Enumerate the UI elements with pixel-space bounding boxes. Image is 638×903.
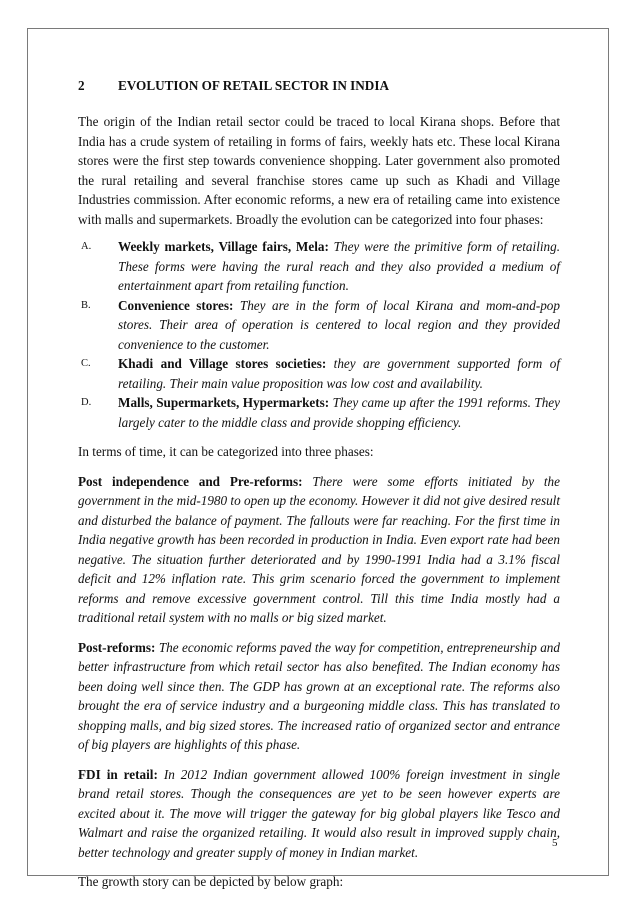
- phase-description: They came up after the 1991 reforms. They largely cater to the middle class and provide shopping efficiency.: [118, 395, 561, 430]
- time-intro-paragraph: In terms of time, it can be categorized into three phases:: [78, 444, 374, 459]
- section-heading: [78, 78, 560, 94]
- list-marker: D.: [81, 397, 92, 408]
- post-reforms-paragraph: [78, 638, 560, 755]
- paragraph-lead: Post independence and Pre-reforms:: [78, 473, 303, 489]
- list-item: [78, 296, 560, 355]
- list-item: [78, 237, 560, 296]
- evolution-phase-list: [78, 237, 560, 432]
- paragraph-text: There were some efforts initiated by the government in the mid-1980 to open up the economy. However it did not give desired result and disturbed the balance of payment. The fallouts were far reaching. For the first time in India negative growth has been recorded in production in India. Even export rate had been negative. The situation further deteriorated and by 1990-1991 India had a 3.1% fiscal deficit and 12% inflation rate. This grim scenario forced the government to implement reforms and remove excessive government control. Till this time India mostly had a traditional retail system with no malls or big sized market.: [78, 473, 560, 625]
- paragraph-text: The economic reforms paved the way for competition, entrepreneurship and better infrastructure from which retail sector has also benefited. The Indian economy has been doing well since then. The GDP has grown at an exceptional rate. The reforms also brought the era of service industry and a burgeoning middle class. This has translated to shopping malls, and big sized stores. The increased ratio of organized sector and entrance of big players are highlights of this phase.: [78, 639, 560, 752]
- phase-title: Khadi and Village stores societies:: [118, 356, 327, 371]
- section-number: 2: [78, 78, 85, 93]
- intro-paragraph: The origin of the Indian retail sector could be traced to local Kirana shops. Before that India has a crude system of retailing in forms of fairs, weekly hats etc. These local Kirana stores were the first step towards convenience shopping. Later government also promoted the rural retailing and several franchise stores came up such as Khadi and Village Industries commission. After economic reforms, a new era of retailing came into existence with malls and supermarkets. Broadly the evolution can be categorized into four phases:: [78, 114, 560, 227]
- paragraph-text: In 2012 Indian government allowed 100% foreign investment in single brand retail stores. Though the consequences are yet to be seen however experts are excited about it. The move will trigger the gateway for big global players like Tesco and Walmart and raise the organized retailing. It would also result in improved supply chain, better technology and greater supply of money in Indian market.: [78, 766, 561, 860]
- phase-title: Malls, Supermarkets, Hypermarkets:: [118, 395, 330, 410]
- list-marker: C.: [81, 358, 91, 369]
- list-item: [78, 354, 560, 393]
- pre-reforms-paragraph: [78, 472, 560, 628]
- fdi-paragraph: [78, 765, 560, 863]
- page-number: 5: [552, 837, 558, 849]
- section-title: EVOLUTION OF RETAIL SECTOR IN INDIA: [118, 78, 389, 93]
- phase-description: they are government supported form of retailing. Their main value proposition was low cost and availability.: [118, 356, 561, 391]
- page-content: [78, 78, 560, 892]
- list-item: [78, 393, 560, 432]
- paragraph-lead: Post-reforms:: [78, 639, 156, 655]
- phase-description: They were the primitive form of retailing. These forms were having the rural reach and they also provided a medium of entertainment apart from retailing function.: [118, 239, 560, 293]
- list-marker: A.: [81, 241, 92, 252]
- phase-description: They are in the form of local Kirana and mom-and-pop stores. Their area of operation is centered to local region and they provided convenience to the customer.: [118, 297, 560, 352]
- closing-paragraph: The growth story can be depicted by below graph:: [78, 874, 344, 889]
- phase-title: Weekly markets, Village fairs, Mela:: [118, 239, 329, 254]
- list-marker: B.: [81, 299, 91, 311]
- phase-title: Convenience stores:: [118, 297, 234, 313]
- paragraph-lead: FDI in retail:: [78, 766, 158, 782]
